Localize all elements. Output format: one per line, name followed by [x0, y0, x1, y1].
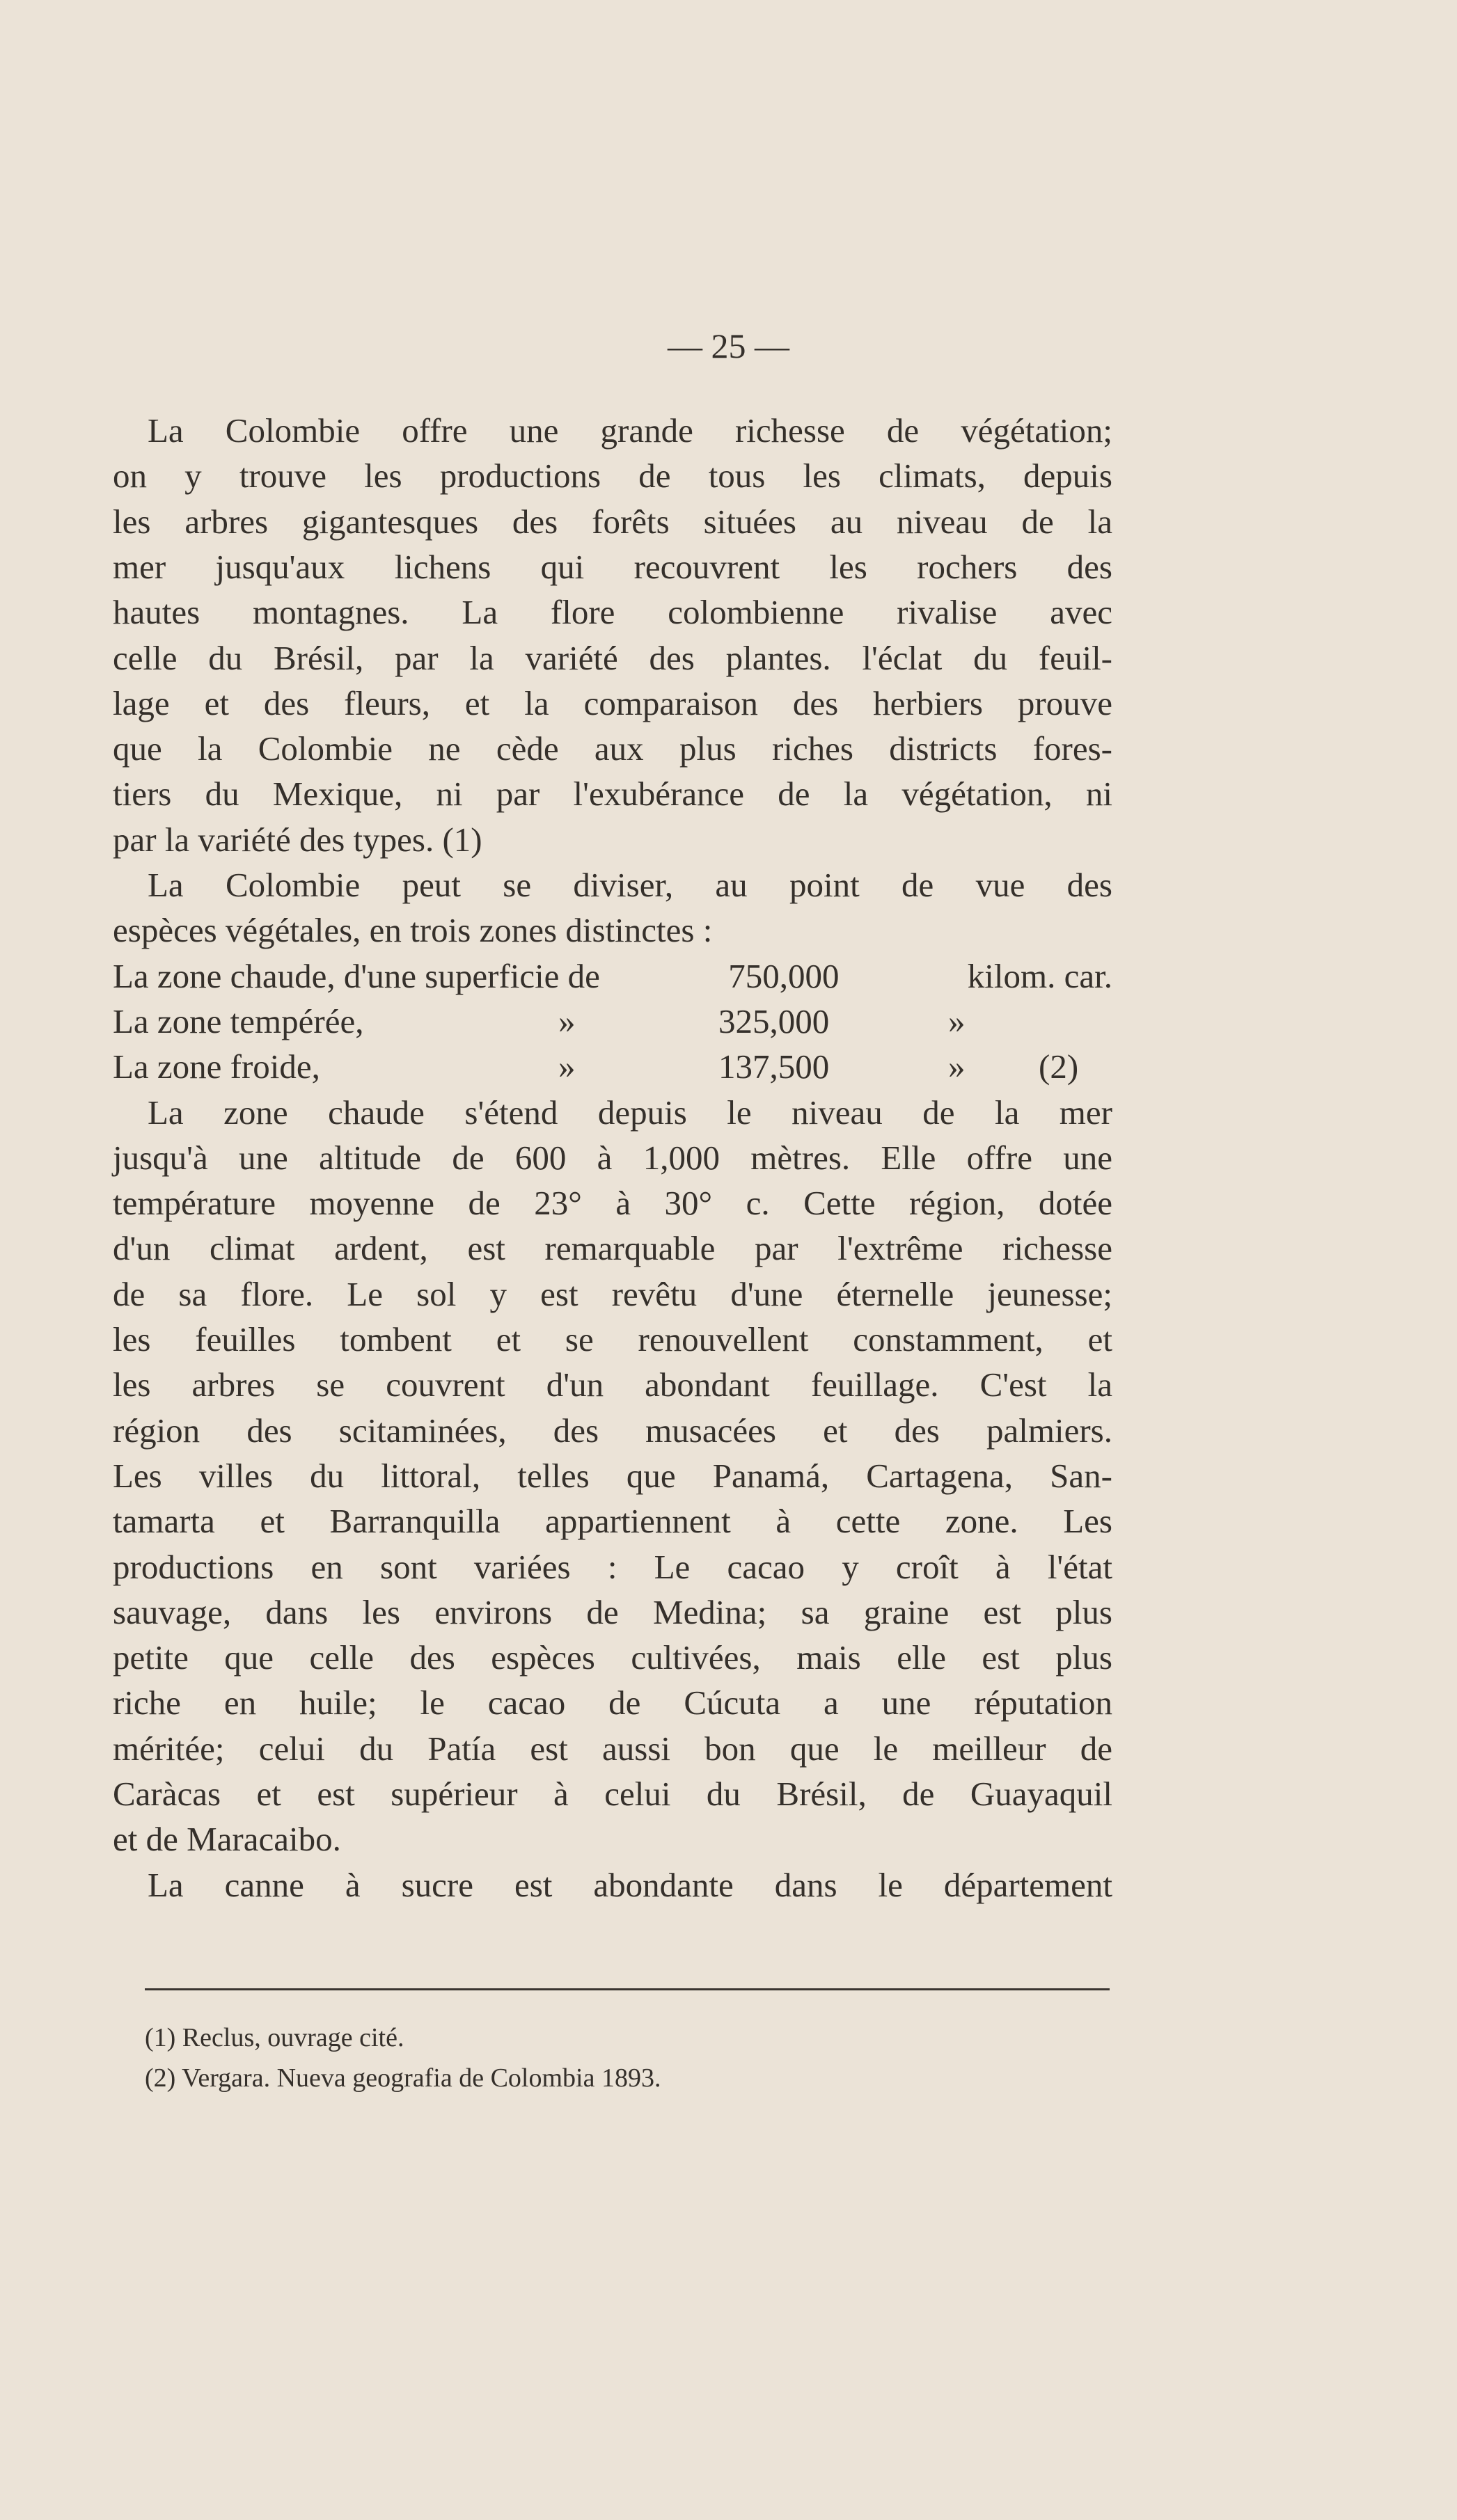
- zone-note: (2): [1039, 1047, 1079, 1086]
- text-line: jusqu'à une altitude de 600 à 1,000 mètres. Elle offre une: [113, 1138, 1112, 1177]
- text-line: Les villes du littoral, telles que Panamá, Cartagena, San-: [113, 1456, 1112, 1495]
- text-line: et de Maracaibo.: [113, 1820, 341, 1859]
- zone-label: La zone chaude, d'une superficie de: [113, 956, 600, 995]
- text-line: hautes montagnes. La flore colombienne rivalise avec: [113, 593, 1112, 632]
- text-line: riche en huile; le cacao de Cúcuta a une réputation: [113, 1683, 1112, 1722]
- text-line: La canne à sucre est abondante dans le département: [148, 1865, 1112, 1904]
- text-line: petite que celle des espèces cultivées, mais elle est plus: [113, 1638, 1112, 1677]
- text-line: sauvage, dans les environs de Medina; sa graine est plus: [113, 1592, 1112, 1631]
- text-line: productions en sont variées : Le cacao y croît à l'état: [113, 1547, 1112, 1586]
- footnote-2: (2) Vergara. Nueva geografia de Colombia 1893.: [145, 2063, 661, 2093]
- zone-row: [113, 1001, 1112, 1043]
- text-line: méritée; celui du Patía est aussi bon que le meilleur de: [113, 1729, 1112, 1768]
- zone-unit: »: [948, 1047, 966, 1086]
- text-line: que la Colombie ne cède aux plus riches districts fores-: [113, 729, 1112, 768]
- text-line: La Colombie offre une grande richesse de végétation;: [148, 411, 1112, 450]
- zone-ditto: »: [558, 1001, 576, 1040]
- page-number: — 25 —: [668, 326, 789, 365]
- zone-unit: kilom. car.: [967, 956, 1112, 995]
- text-line: tamarta et Barranquilla appartiennent à cette zone. Les: [113, 1502, 1112, 1541]
- text-line: mer jusqu'aux lichens qui recouvrent les rochers des: [113, 547, 1112, 586]
- text-line: on y trouve les productions de tous les climats, depuis: [113, 457, 1112, 496]
- text-line: celle du Brésil, par la variété des plantes. l'éclat du feuil-: [113, 638, 1112, 677]
- text-line: La Colombie peut se diviser, au point de vue des: [148, 866, 1112, 904]
- zone-value: 137,500: [718, 1047, 830, 1086]
- text-line: les arbres gigantesques des forêts situées au niveau de la: [113, 502, 1112, 541]
- footnote-1: (1) Reclus, ouvrage cité.: [145, 2023, 404, 2052]
- text-line: de sa flore. Le sol y est revêtu d'une éternelle jeunesse;: [113, 1274, 1112, 1313]
- zone-row: [113, 956, 1112, 997]
- zone-value: 325,000: [718, 1001, 830, 1040]
- footnote-divider: [145, 1988, 1110, 1990]
- zone-row: [113, 1046, 1112, 1088]
- text-line: les arbres se couvrent d'un abondant feuillage. C'est la: [113, 1365, 1112, 1404]
- zone-label: La zone tempérée,: [113, 1001, 364, 1040]
- text-line: Caràcas et est supérieur à celui du Brésil, de Guayaquil: [113, 1775, 1112, 1813]
- text-line: les feuilles tombent et se renouvellent constamment, et: [113, 1320, 1112, 1358]
- text-line: par la variété des types. (1): [113, 820, 482, 859]
- text-line: espèces végétales, en trois zones distinctes :: [113, 911, 713, 950]
- text-line: température moyenne de 23° à 30° c. Cette région, dotée: [113, 1184, 1112, 1223]
- zone-value: 750,000: [728, 956, 840, 995]
- text-line: tiers du Mexique, ni par l'exubérance de la végétation, ni: [113, 775, 1112, 814]
- text-line: région des scitaminées, des musacées et des palmiers.: [113, 1411, 1112, 1450]
- text-line: lage et des fleurs, et la comparaison des herbiers prouve: [113, 683, 1112, 722]
- text-line: d'un climat ardent, est remarquable par l'extrême richesse: [113, 1229, 1112, 1268]
- zone-unit: »: [948, 1001, 966, 1040]
- text-line: La zone chaude s'étend depuis le niveau de la mer: [148, 1093, 1112, 1132]
- zone-label: La zone froide,: [113, 1047, 320, 1086]
- zone-ditto: »: [558, 1047, 576, 1086]
